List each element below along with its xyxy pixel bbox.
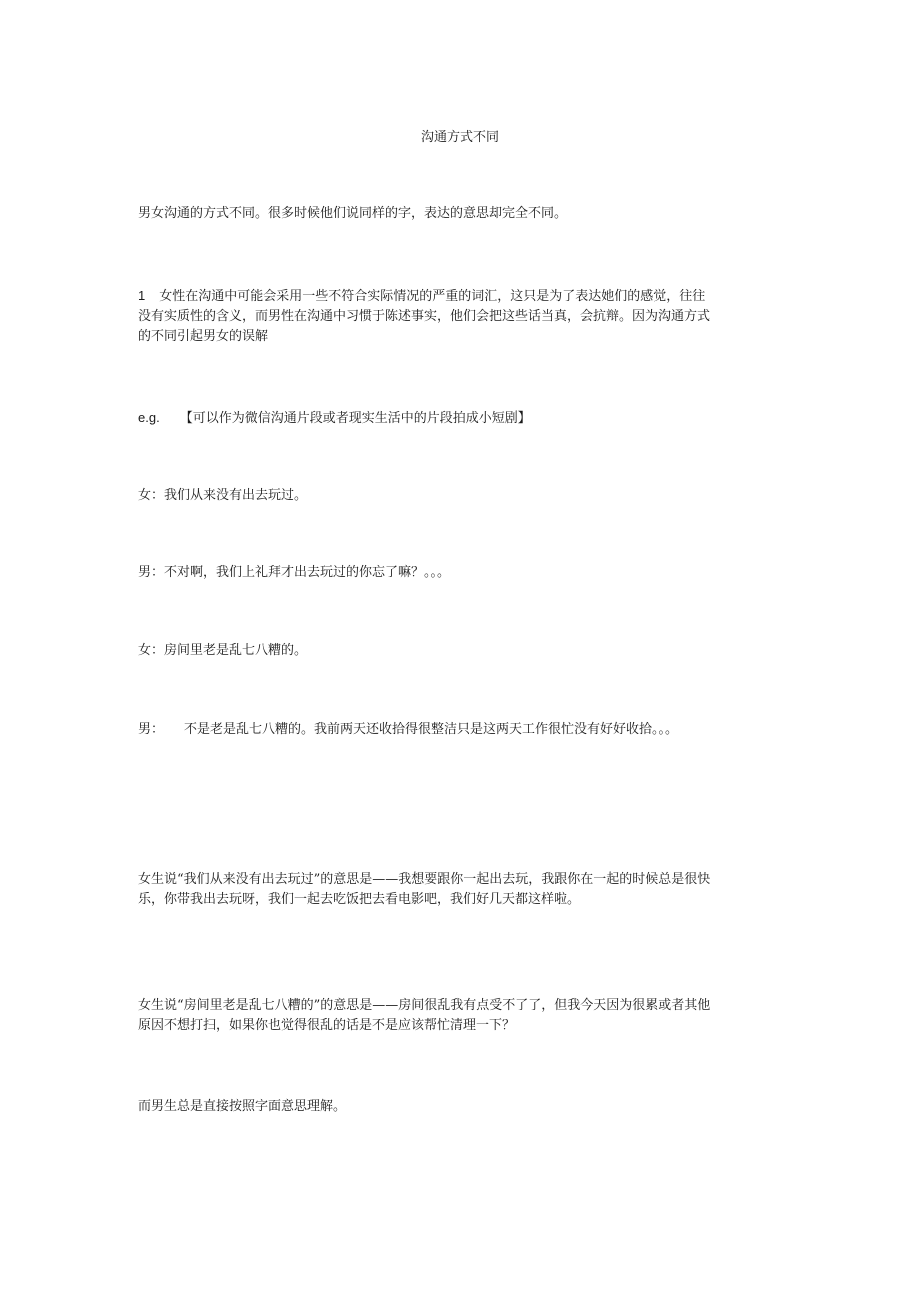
intro-paragraph: 男女沟通的方式不同。很多时候他们说同样的字，表达的意思却完全不同。 <box>138 206 568 221</box>
dialogue-line <box>138 641 718 661</box>
dialogue-text: 房间里老是乱七八糟的。 <box>164 643 308 658</box>
dialogue-speaker: 男： <box>138 565 165 580</box>
dialogue-line <box>138 486 718 506</box>
conclusion-paragraph: 而男生总是直接按照字面意思理解。 <box>138 1099 347 1114</box>
point-text: 女性在沟通中可能会采用一些不符合实际情况的严重的词汇，这只是为了表达她们的感觉，往往没有实质性的含义，而男性在沟通中习惯于陈述事实，他们会把这些话当真，会抗辩。因为沟通方式的不同引起男女的误解 <box>138 289 711 344</box>
dialogue-text: 不对啊，我们上礼拜才出去玩过的你忘了嘛？。。。 <box>164 565 451 580</box>
explanation-paragraph-1: 女生说“我们从来没有出去玩过”的意思是——我想要跟你一起出去玩，我跟你在一起的时候总是很快乐，你带我出去玩呀，我们一起去吃饭把去看电影吧，我们好几天都这样啦。 <box>138 872 711 907</box>
dialogue-speaker: 男： <box>138 722 165 737</box>
example-prefix: e.g. <box>138 410 160 425</box>
explanation-paragraph-2: 女生说“房间里老是乱七八糟的”的意思是——房间很乱我有点受不了了，但我今天因为很累或者其他原因不想打扫，如果你也觉得很乱的话是不是应该帮忙清理一下？ <box>138 998 711 1033</box>
dialogue-text: 不是老是乱七八糟的。我前两天还收拾得很整洁只是这两天工作很忙没有好好收拾。。。 <box>184 722 679 737</box>
point-1-paragraph <box>138 286 718 347</box>
dialogue-line <box>138 563 718 583</box>
example-text: 【可以作为微信沟通片段或者现实生活中的片段拍成小短剧】 <box>179 411 531 426</box>
point-number: 1 <box>138 288 146 303</box>
dialogue-speaker: 女： <box>138 643 165 658</box>
dialogue-speaker: 女： <box>138 488 165 503</box>
dialogue-text: 我们从来没有出去玩过。 <box>164 488 308 503</box>
example-line <box>138 408 718 429</box>
document-title: 沟通方式不同 <box>420 130 499 145</box>
dialogue-line <box>138 720 718 740</box>
